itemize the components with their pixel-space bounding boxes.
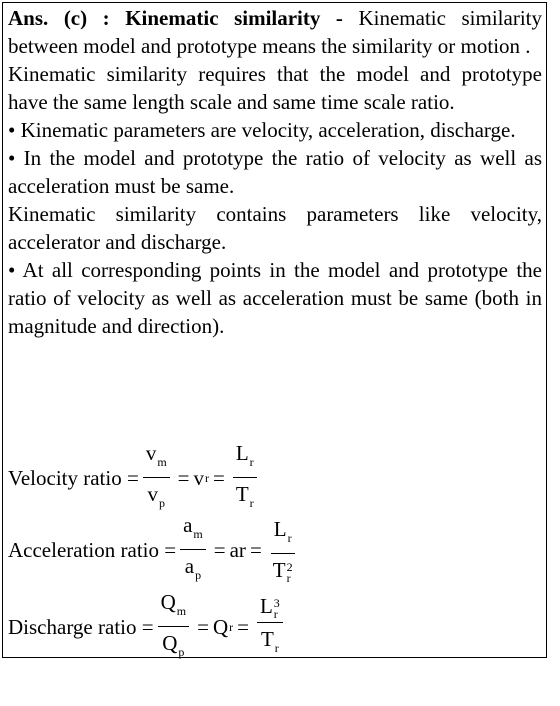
subscript: r <box>229 619 234 634</box>
symbol: v <box>145 441 157 465</box>
subscript: p <box>158 496 165 510</box>
answer-label: Ans. (c) : Kinematic similarity - <box>8 6 343 30</box>
subscript: r <box>274 640 279 655</box>
symbol: L <box>235 441 249 465</box>
formula-label: Discharge ratio = <box>8 614 154 639</box>
subscript: m <box>157 455 167 469</box>
subscript: r <box>249 496 254 510</box>
equals-sign: = <box>177 465 190 490</box>
symbol: L <box>259 594 273 619</box>
subscript: r <box>249 455 254 469</box>
subscript: m <box>176 604 187 618</box>
symbol: Q <box>212 614 229 639</box>
paragraph: • At all corresponding points in the model and prototype the ratio of velocity as well as acceleration must be same (both in magnitude and direction). <box>8 258 542 338</box>
symbol: Q <box>160 590 176 614</box>
equals-sign: = <box>249 537 262 562</box>
formula-label: Acceleration ratio = <box>8 537 177 562</box>
answer-intro <box>8 4 542 60</box>
fraction <box>233 440 257 516</box>
velocity-ratio-formula <box>8 440 261 516</box>
acceleration-ratio-formula <box>8 512 300 588</box>
fraction <box>158 589 190 665</box>
paragraph: • In the model and prototype the ratio of velocity as well as acceleration must be same. <box>8 146 542 198</box>
fraction <box>257 593 283 660</box>
subscript: r <box>273 606 278 621</box>
answer-text <box>8 4 542 340</box>
equals-sign: = <box>197 614 209 639</box>
subscript: r <box>205 470 209 485</box>
symbol: T <box>235 482 249 506</box>
symbol: T <box>272 558 286 583</box>
superscript: 2 <box>286 559 293 574</box>
subscript: r <box>287 531 292 546</box>
subscript: m <box>193 527 203 541</box>
paragraph: Kinematic similarity requires that the model and prototype have the same length scale and same time scale ratio. <box>8 62 542 114</box>
subscript: p <box>195 568 202 582</box>
superscript: 3 <box>273 595 280 610</box>
symbol: L <box>273 517 287 542</box>
symbol: v <box>147 482 158 506</box>
subscript: p <box>178 645 185 659</box>
equals-sign: = <box>213 465 225 490</box>
sup-sub <box>286 559 293 585</box>
symbol: T <box>260 626 274 651</box>
paragraph: • Kinematic parameters are velocity, acceleration, discharge. <box>8 118 516 142</box>
symbol: Q <box>162 631 178 655</box>
fraction <box>180 512 206 588</box>
symbol: a <box>184 554 195 578</box>
subscript: r <box>286 570 291 585</box>
symbol: v <box>193 465 204 490</box>
formula-label: Velocity ratio = <box>8 465 139 490</box>
discharge-ratio-formula <box>8 589 287 665</box>
symbol: ar <box>229 537 246 562</box>
intro-text: Kinematic similarity between model and prototype means the similarity or motion . <box>8 6 542 58</box>
fraction <box>143 440 170 516</box>
symbol: a <box>183 513 193 537</box>
equals-sign: = <box>237 614 249 639</box>
equals-sign: = <box>213 537 226 562</box>
fraction <box>270 516 296 583</box>
paragraph: Kinematic similarity contains parameters like velocity, accelerator and discharge. <box>8 202 542 254</box>
sup-sub <box>273 595 280 621</box>
